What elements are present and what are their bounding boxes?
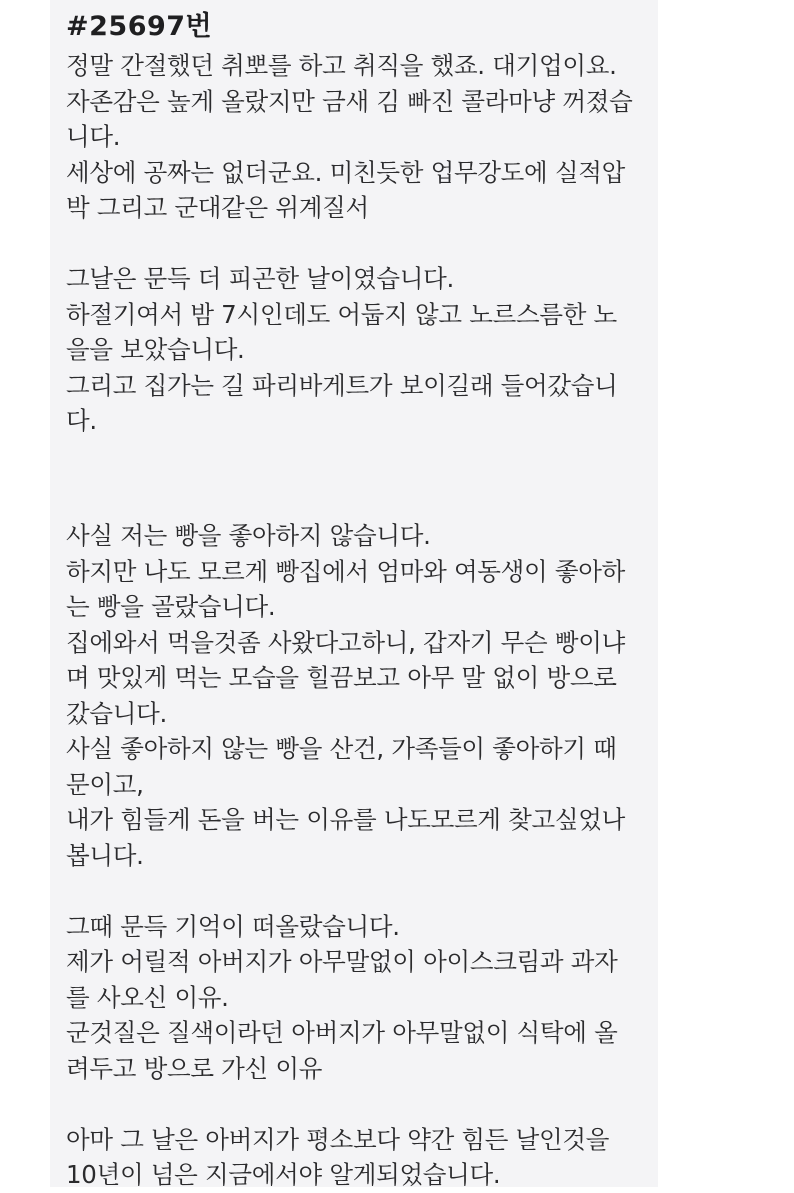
post-line: 봅니다. xyxy=(66,840,144,870)
post-line: 그때 문득 기억이 떠올랐습니다. xyxy=(66,911,400,941)
post-line: 10년이 넘은 지금에서야 알게되었습니다. xyxy=(66,1160,501,1189)
post-line: 집에와서 먹을것좀 사왔다고하니, 갑자기 무슨 빵이냐 xyxy=(66,627,625,657)
paragraph-gap xyxy=(66,1086,666,1122)
post-line: 문이고, xyxy=(66,769,144,799)
post-line: 는 빵을 골랐습니다. xyxy=(66,592,276,621)
post-line: 하지만 나도 모르게 빵집에서 엄마와 여동생이 좋아하 xyxy=(66,556,625,586)
post-line: 아마 그 날은 아버지가 평소보다 약간 힘든 날인것을 xyxy=(66,1124,610,1154)
post-line: 그날은 문득 더 피곤한 날이였습니다. xyxy=(66,264,454,293)
post-line: 하절기여서 밤 7시인데도 어둡지 않고 노르스름한 노 xyxy=(66,299,617,329)
paragraph-gap xyxy=(66,483,666,519)
post-line: 세상에 공짜는 없더군요. 미친듯한 업무강도에 실적압 xyxy=(66,157,625,187)
post-body xyxy=(66,6,666,1193)
post-line: 며 맛있게 먹는 모습을 힐끔보고 아무 말 없이 방으로 xyxy=(66,663,617,692)
post-line: 제가 어릴적 아버지가 아무말없이 아이스크림과 과자 xyxy=(66,947,618,976)
post-line: 갔습니다. xyxy=(66,698,167,728)
post-line: 사실 좋아하지 않는 빵을 산건, 가족들이 좋아하기 때 xyxy=(66,734,617,763)
post-line: 내가 힘들게 돈을 버는 이유를 나도모르게 찾고싶었나 xyxy=(66,805,625,834)
post-line: 박 그리고 군대같은 위계질서 xyxy=(66,193,369,222)
paragraph-gap xyxy=(66,873,666,909)
post-line: 그리고 집가는 길 파리바게트가 보이길래 들어갔습니 xyxy=(66,370,618,400)
post-line: 을을 보았습니다. xyxy=(66,335,245,364)
post-line: 사실 저는 빵을 좋아하지 않습니다. xyxy=(66,521,431,550)
post-line: 다. xyxy=(66,406,97,435)
post-number: #25697번 xyxy=(66,11,213,42)
post-line: 정말 간절했던 취뽀를 하고 취직을 했죠. 대기업이요. xyxy=(66,51,617,80)
paragraph-gap xyxy=(66,439,666,483)
post-line: 를 사오신 이유. xyxy=(66,982,229,1012)
post-line: 니다. xyxy=(66,122,121,151)
paragraph-gap xyxy=(66,226,666,262)
post-line: 군것질은 질색이라던 아버지가 아무말없이 식탁에 올 xyxy=(66,1018,618,1047)
post-line: 려두고 방으로 가신 이유 xyxy=(66,1053,323,1083)
post-line: 자존감은 높게 올랐지만 금새 김 빠진 콜라마냥 꺼졌습 xyxy=(66,86,633,116)
